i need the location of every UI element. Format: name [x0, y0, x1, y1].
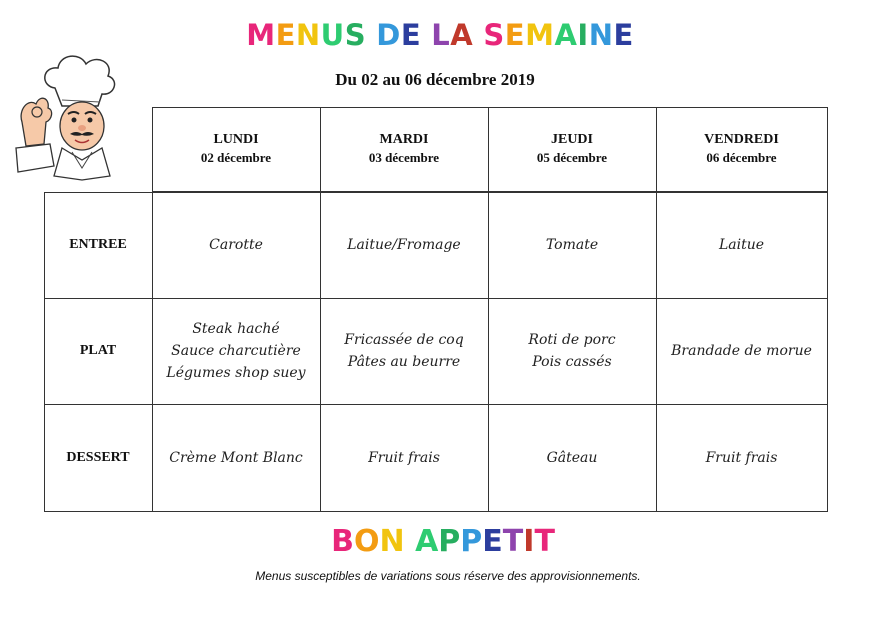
dish-name: Tomate — [545, 237, 599, 253]
menu-cell — [488, 192, 656, 298]
day-name: LUNDI — [213, 132, 259, 147]
dish-name: Laitue/Fromage — [347, 237, 461, 253]
bon-appetit-title: BON APPETIT — [331, 524, 555, 559]
date-range-subtitle: Du 02 au 06 décembre 2019 — [335, 70, 535, 89]
dish-name: Fruit frais — [705, 449, 778, 466]
chef-icon — [10, 48, 140, 183]
row-label-entree — [44, 192, 152, 298]
day-date: 03 décembre — [368, 150, 440, 165]
menu-cell — [656, 298, 827, 404]
menu-cell — [152, 298, 320, 404]
menu-cell — [488, 298, 656, 404]
dish-name: Fricassée de coq — [344, 332, 464, 348]
dish-name: Brandade de morue — [671, 343, 812, 359]
row-label-dessert — [44, 404, 152, 511]
table-border — [827, 107, 828, 191]
table-border — [827, 192, 828, 512]
dish-name: Carotte — [209, 237, 263, 253]
menu-cell — [320, 192, 488, 298]
day-date: 05 décembre — [536, 150, 608, 165]
dish-name: Gâteau — [546, 449, 598, 466]
page-title: MENUS DE LA SEMAINE — [246, 18, 634, 52]
day-name: JEUDI — [550, 132, 593, 147]
disclaimer-note: Menus susceptibles de variations sous réserve des approvisionnements. — [255, 569, 641, 583]
dish-name: Steak haché — [192, 321, 280, 337]
table-border — [44, 511, 828, 512]
row-label: DESSERT — [66, 449, 130, 465]
menu-cell — [656, 404, 827, 511]
day-header-mardi — [320, 107, 488, 191]
dish-name: Fruit frais — [368, 449, 440, 466]
day-header-jeudi — [488, 107, 656, 191]
row-label: ENTREE — [69, 237, 127, 252]
dish-name: Pâtes au beurre — [347, 354, 461, 370]
dish-name: Laitue — [718, 237, 765, 253]
day-date: 06 décembre — [706, 150, 777, 165]
row-label: PLAT — [79, 343, 117, 358]
day-header-vendredi — [656, 107, 827, 191]
dish-name: Crème Mont Blanc — [169, 449, 303, 466]
menu-cell — [320, 404, 488, 511]
day-date: 02 décembre — [200, 150, 272, 165]
dish-name: Pois cassés — [532, 354, 612, 370]
day-header-lundi — [152, 107, 320, 191]
day-name: MARDI — [379, 132, 429, 147]
dish-name: Roti de porc — [528, 332, 616, 348]
menu-cell — [152, 192, 320, 298]
menu-cell — [656, 192, 827, 298]
menu-cell — [152, 404, 320, 511]
row-label-plat — [44, 298, 152, 404]
menu-cell — [320, 298, 488, 404]
menu-cell — [488, 404, 656, 511]
dish-name: Légumes shop suey — [166, 365, 306, 381]
dish-name: Sauce charcutière — [171, 343, 301, 359]
day-name: VENDREDI — [704, 132, 779, 147]
